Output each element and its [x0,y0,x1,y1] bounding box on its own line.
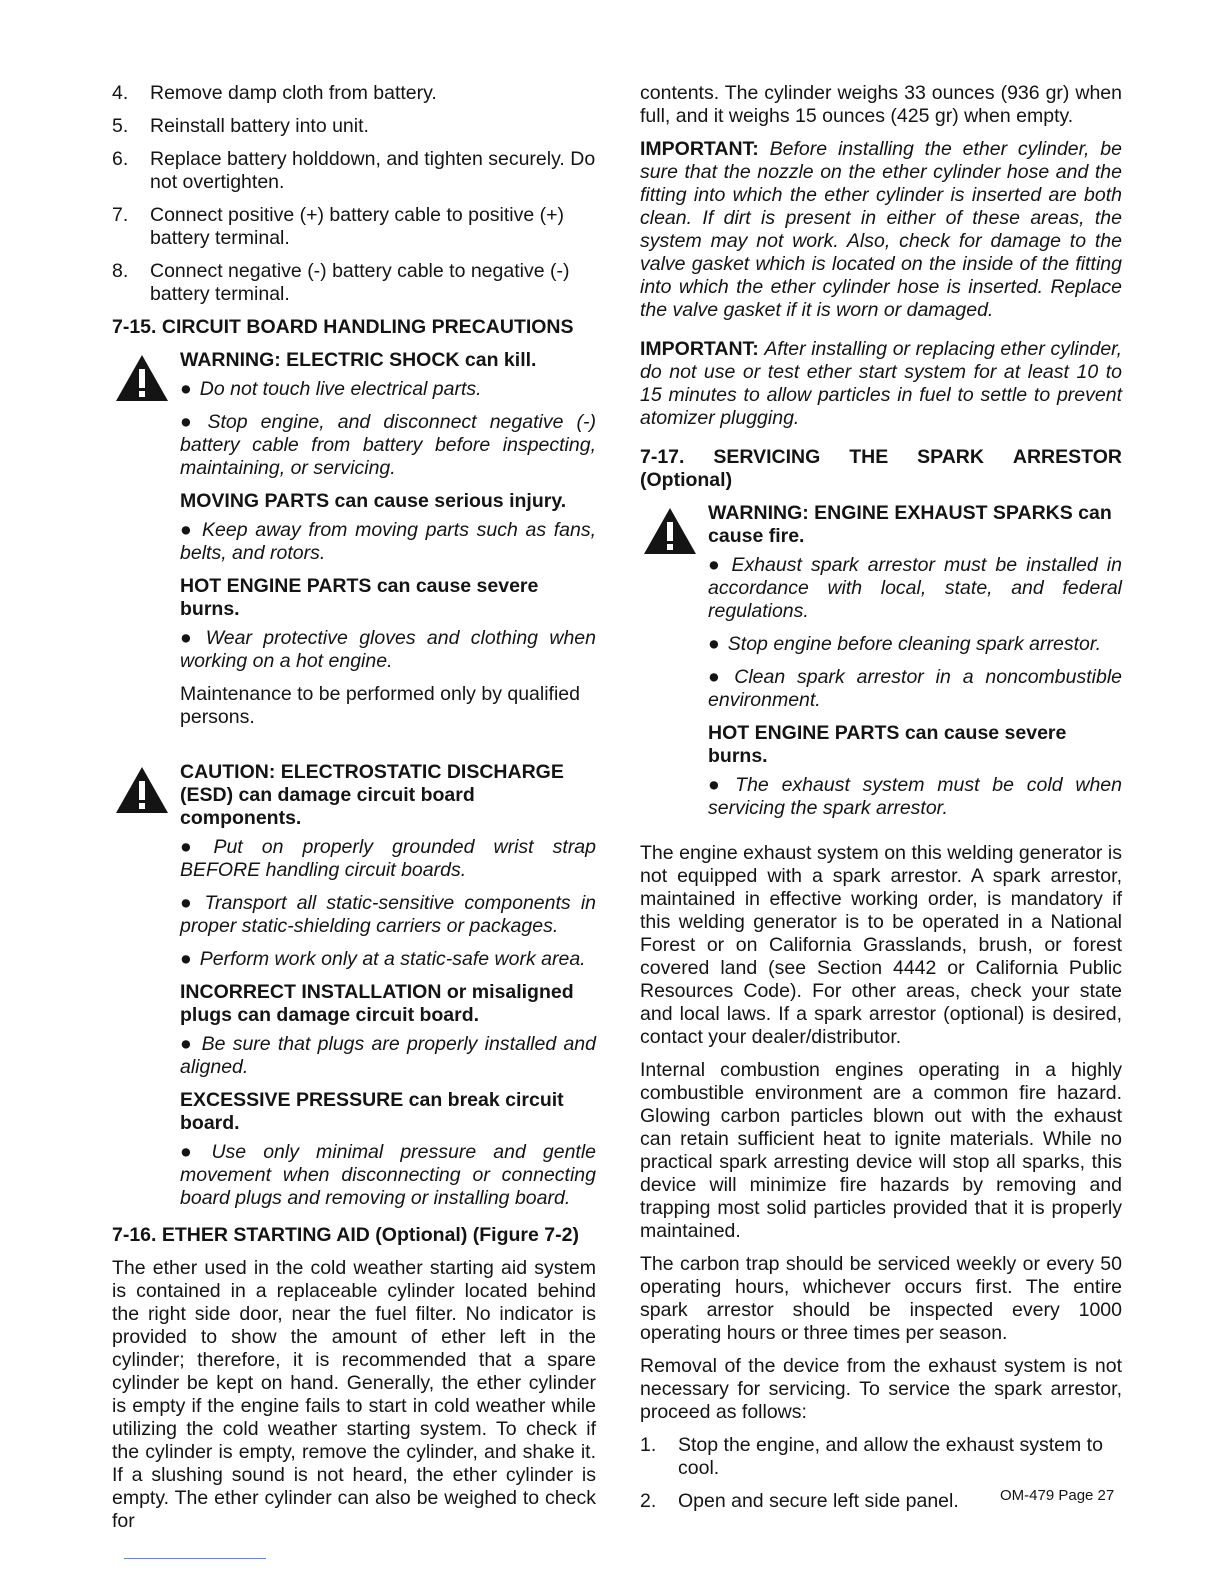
caution-heading: INCORRECT INSTALLATION or misaligned plugs can damage circuit board. [180,981,574,1026]
section-heading-7-17-line2: (Optional) [640,469,733,491]
caution-esd [112,761,596,1210]
important-note [640,338,1122,430]
caution-heading: CAUTION: ELECTROSTATIC DISCHARGE (ESD) can damage circuit board components. [180,761,564,829]
bullet-icon: ● [180,411,200,433]
warning-note: Maintenance to be performed only by qualified persons. [180,683,580,728]
body-paragraph: Removal of the device from the exhaust system is not necessary for servicing. To service the spark arrestor, proceed as follows: [640,1355,1122,1423]
list-item: 2. Open and secure left side panel. [640,1490,959,1512]
body-paragraph: The engine exhaust system on this welding generator is not equipped with a spark arrestor. A spark arrestor, maintained in effective working order, is mandatory if this welding generator is to be operated in a National Forest or on California Grasslands, brush, or forest covered land (see Section 4442 or California Public Resources Code). For other areas, check your state and local laws. If a spark arrestor (optional) is desired, contact your dealer/distributor. [640,842,1122,1048]
body-paragraph: contents. The cylinder weighs 33 ounces (936 gr) when full, and it weighs 15 ounces (425 gr) when empty. [640,82,1122,127]
divider [124,1558,266,1559]
important-note [640,138,1122,322]
caution-bullet: ● Put on properly grounded wrist strap BEFORE handling circuit boards. [180,836,596,881]
warning-bullet: ● Wear protective gloves and clothing when working on a hot engine. [180,627,596,672]
warning-bullet: ● Keep away from moving parts such as fans, belts, and rotors. [180,519,597,564]
warning-triangle-icon [642,506,698,556]
warning-triangle-icon [114,353,170,403]
body-paragraph: The carbon trap should be serviced weekly or every 50 operating hours, whichever occurs first. The entire spark arrestor should be inspected every 1000 operating hours or three times per season. [640,1253,1122,1344]
page-footer: OM-479 Page 27 [1000,1487,1115,1504]
bullet-icon: ● [708,774,728,796]
bullet-icon: ● [180,1033,194,1055]
important-label: IMPORTANT: [640,338,759,360]
bullet-icon: ● [180,519,195,541]
body-paragraph: The ether used in the cold weather starting aid system is contained in a replaceable cylinder located behind the right side door, near the fuel filter. No indicator is provided to show the amount of ether left in the cylinder; therefore, it is recommended that a spare cylinder be kept on hand. Generally, the ether cylinder is empty if the engine fails to start in cold weather while utilizing the cold weather starting system. To check if the cylinder is empty, remove the cylinder, and shake it. If a slushing sound is not heard, the ether cylinder is empty. The ether cylinder can also be weighed to check for [112,1257,596,1532]
bullet-icon: ● [180,836,206,858]
warning-bullet: ● Clean spark arrestor in a noncombustible environment. [708,666,1123,711]
warning-bullet: ● The exhaust system must be cold when servicing the spark arrestor. [708,774,1122,819]
warning-triangle-icon [114,765,170,815]
list-item: 5. Reinstall battery into unit. [112,115,369,137]
bullet-icon: ● [180,378,192,400]
warning-exhaust-sparks [640,502,1122,820]
section-heading-7-17: 7-17. SERVICING THE SPARK ARRESTOR [640,446,1122,468]
warning-heading: WARNING: ELECTRIC SHOCK can kill. [180,349,537,371]
bullet-icon: ● [180,948,192,970]
section-heading-7-16: 7-16. ETHER STARTING AID (Optional) (Figure 7-2) [112,1224,579,1246]
warning-bullet: ● Stop engine before cleaning spark arrestor. [708,633,1102,655]
warning-heading: MOVING PARTS can cause serious injury. [180,490,567,512]
bullet-icon: ● [180,627,198,649]
left-column [112,82,596,1543]
section-heading-7-15: 7-15. CIRCUIT BOARD HANDLING PRECAUTIONS [112,316,574,338]
important-label: IMPORTANT: [640,138,759,160]
warning-electric-shock [112,349,596,729]
important-text: After installing or replacing ether cylinder, do not use or test ether start system for at least 10 to 15 minutes to allow particles in fuel to settle to prevent atomizer plugging. [640,338,1122,429]
bullet-icon: ● [708,633,720,655]
caution-bullet: ● Perform work only at a static-safe work area. [180,948,586,970]
warning-heading: HOT ENGINE PARTS can cause severe burns. [180,575,539,620]
important-text: Before installing the ether cylinder, be sure that the nozzle on the ether cylinder hose and the fitting into which the ether cylinder is inserted are both clean. If dirt is present in either of these areas, the system may not work. Also, check for damage to the valve gasket which is located on the inside of the fitting into which the ether cylinder hose is inserted. Replace the valve gasket if it is worn or damaged. [640,138,1123,321]
warning-heading: HOT ENGINE PARTS can cause severe burns. [708,722,1067,767]
list-item: 6. Replace battery holddown, and tighten securely. Do not overtighten. [112,148,596,193]
warning-bullet: ● Stop engine, and disconnect negative (-) battery cable from battery before inspecting, maintaining, or servicing. [180,411,596,479]
list-item: 8. Connect negative (-) battery cable to negative (-) battery terminal. [112,260,570,305]
caution-bullet: ● Transport all static-sensitive components in proper static-shielding carriers or packages. [180,892,596,937]
bullet-icon: ● [180,892,197,914]
list-item: 1. Stop the engine, and allow the exhaust system to cool. [640,1434,1103,1479]
warning-bullet: ● Do not touch live electrical parts. [180,378,482,400]
list-item: 7. Connect positive (+) battery cable to positive (+) battery terminal. [112,204,565,249]
caution-bullet: ● Use only minimal pressure and gentle movement when disconnecting or connecting board plugs and removing or installing board. [180,1141,597,1209]
right-column [640,82,1122,1523]
bullet-icon: ● [708,666,727,688]
list-item: 4. Remove damp cloth from battery. [112,82,437,104]
body-paragraph: Internal combustion engines operating in a highly combustible environment are a common fire hazard. Glowing carbon particles blown out with the exhaust can retain sufficient heat to ignite materials. While no practical spark arresting device will stop all sparks, this device will minimize fire hazards by removing and trapping most solid particles provided that it is properly maintained. [640,1059,1122,1242]
bullet-icon: ● [180,1141,204,1163]
caution-heading: EXCESSIVE PRESSURE can break circuit board. [180,1089,564,1134]
bullet-icon: ● [708,554,724,576]
caution-bullet: ● Be sure that plugs are properly installed and aligned. [180,1033,596,1078]
warning-bullet: ● Exhaust spark arrestor must be installed in accordance with local, state, and federal regulations. [708,554,1122,622]
warning-heading: WARNING: ENGINE EXHAUST SPARKS can cause fire. [708,502,1112,547]
